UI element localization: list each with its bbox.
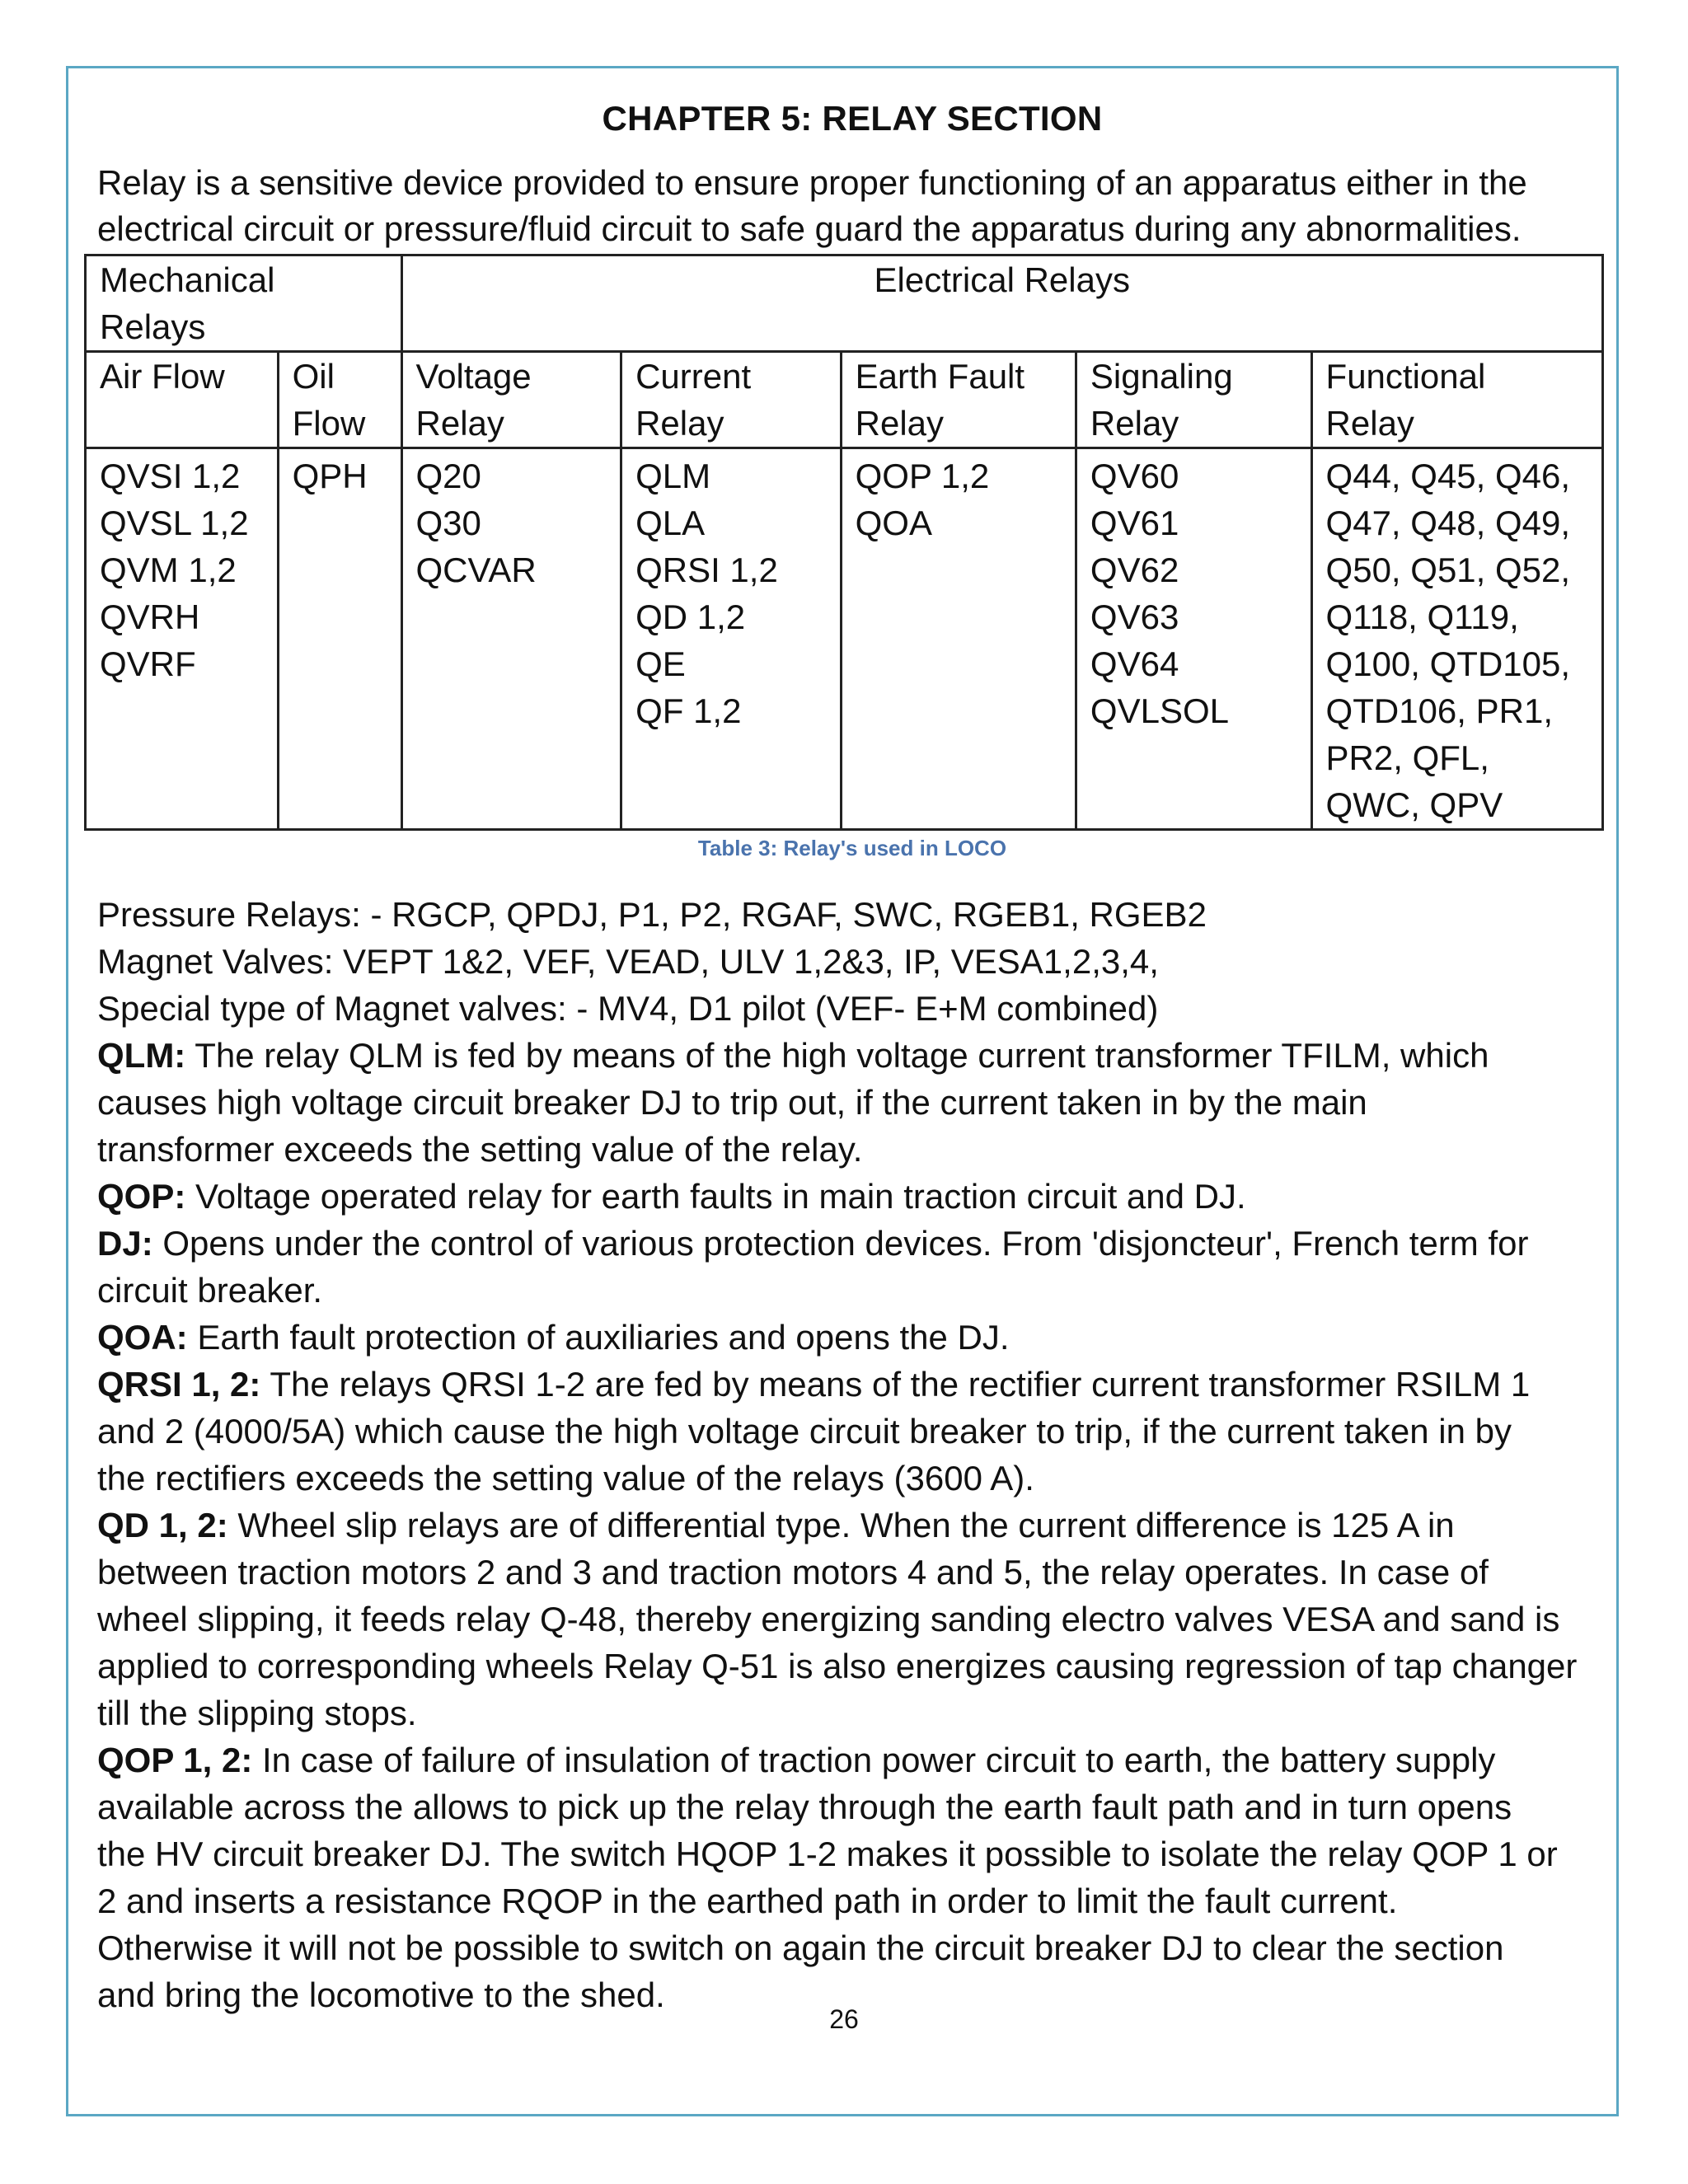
relay-item: Q50, Q51, Q52, — [1325, 551, 1571, 589]
column-header-earth-fault-relay — [841, 352, 1076, 448]
relay-item: QCVAR — [415, 551, 537, 589]
para-line: Earth fault protection of auxiliaries and opens the DJ. — [187, 1318, 1010, 1357]
body-text — [97, 891, 1607, 2018]
header-line: Relay — [635, 404, 724, 443]
para-line: till the slipping stops. — [97, 1694, 417, 1732]
column-header-row — [86, 352, 1603, 448]
para-line: In case of failure of insulation of traction power circuit to earth, the battery supply — [252, 1741, 1496, 1779]
para-line: Voltage operated relay for earth faults in main traction circuit and DJ. — [185, 1177, 1246, 1216]
relay-item: QTD106, PR1, — [1325, 691, 1553, 730]
relay-item: QLM — [635, 457, 711, 495]
para-line: Opens under the control of various protection devices. From 'disjoncteur', French term for — [152, 1224, 1529, 1263]
header-line: Current — [635, 357, 752, 396]
para-line: causes high voltage circuit breaker DJ to trip out, if the current taken in by the main — [97, 1083, 1367, 1122]
term-label: DJ: — [97, 1224, 153, 1263]
para-line: applied to corresponding wheels Relay Q-51 is also energizes causing regression of tap changer — [97, 1647, 1578, 1685]
qlm-paragraph — [97, 1032, 1607, 1173]
header-line: Relay — [855, 404, 945, 443]
relay-item: QVLSOL — [1090, 691, 1230, 730]
dj-paragraph — [97, 1220, 1607, 1314]
term-label: QOP 1, 2: — [97, 1741, 253, 1779]
header-line: Relay — [1090, 404, 1179, 443]
relay-item: QV64 — [1090, 644, 1179, 683]
relay-item: QVRF — [100, 644, 196, 683]
relay-item: QF 1,2 — [635, 691, 742, 730]
oil-flow-items — [278, 448, 401, 830]
page-content — [97, 99, 1607, 2018]
qop-1-2-paragraph — [97, 1736, 1607, 2018]
para-line: Otherwise it will not be possible to switch on again the circuit breaker DJ to clear the section — [97, 1929, 1504, 1967]
header-line: Air Flow — [100, 357, 225, 396]
special-magnet-valves-line — [97, 985, 1607, 1032]
voltage-relay-items — [401, 448, 621, 830]
para-line: and bring the locomotive to the shed. — [97, 1975, 665, 2014]
group-header-row — [86, 255, 1603, 352]
qd-paragraph — [97, 1502, 1607, 1736]
intro-line: electrical circuit or pressure/fluid circuit to safe guard the apparatus during any abnormalities. — [97, 209, 1522, 248]
relay-item: PR2, QFL, — [1325, 738, 1489, 777]
relay-item: QE — [635, 644, 686, 683]
relay-item: Q100, QTD105, — [1325, 644, 1571, 683]
relay-item: Q44, Q45, Q46, — [1325, 457, 1571, 495]
header-line: Functional — [1325, 357, 1486, 396]
relay-item: QRSI 1,2 — [635, 551, 778, 589]
relay-item: QV60 — [1090, 457, 1179, 495]
relay-item: QWC, QPV — [1325, 785, 1503, 824]
page-number: 26 — [829, 2004, 859, 2034]
para-line: circuit breaker. — [97, 1271, 323, 1310]
group-header-mechanical: Mechanical Relays — [86, 255, 402, 352]
para-line: between traction motors 2 and 3 and traction motors 4 and 5, the relay operates. In case of — [97, 1553, 1489, 1591]
column-header-signaling-relay — [1076, 352, 1311, 448]
relay-item: QVM 1,2 — [100, 551, 237, 589]
term-label: QRSI 1, 2: — [97, 1365, 261, 1404]
para-line: the HV circuit breaker DJ. The switch HQOP 1-2 makes it possible to isolate the relay QOP 1 or — [97, 1835, 1558, 1873]
table-caption: Table 3: Relay's used in LOCO — [697, 836, 1007, 860]
relay-item: QV63 — [1090, 598, 1179, 636]
relays-table — [84, 254, 1604, 831]
para-line: available across the allows to pick up the relay through the earth fault path and in turn opens — [97, 1788, 1512, 1826]
relay-item: QOA — [855, 504, 932, 542]
para-line: transformer exceeds the setting value of the relay. — [97, 1130, 863, 1169]
header-line: Relay — [415, 404, 504, 443]
relay-item: QPH — [292, 457, 368, 495]
relay-item: Q47, Q48, Q49, — [1325, 504, 1571, 542]
relay-items-row — [86, 448, 1603, 830]
para-line: The relays QRSI 1-2 are fed by means of the rectifier current transformer RSILM 1 — [260, 1365, 1531, 1404]
column-header-air-flow — [86, 352, 279, 448]
header-line: Oil — [292, 357, 335, 396]
para-line: Special type of Magnet valves: - MV4, D1 pilot (VEF- E+M combined) — [97, 989, 1159, 1028]
relay-item: Q20 — [415, 457, 481, 495]
relay-item: QVSI 1,2 — [100, 457, 241, 495]
para-line: Wheel slip relays are of differential type. When the current difference is 125 A in — [227, 1506, 1455, 1544]
intro-paragraph — [97, 160, 1607, 252]
column-header-functional-relay — [1311, 352, 1602, 448]
group-header-electrical: Electrical Relays — [401, 255, 1603, 352]
header-line: Signaling — [1090, 357, 1233, 396]
relay-item: QVSL 1,2 — [100, 504, 249, 542]
para-line: wheel slipping, it feeds relay Q-48, thereby energizing sanding electro valves VESA and sand is — [97, 1600, 1560, 1638]
para-line: Magnet Valves: VEPT 1&2, VEF, VEAD, ULV 1,2&3, IP, VESA1,2,3,4, — [97, 942, 1159, 981]
relay-item: QLA — [635, 504, 706, 542]
pressure-relays-line — [97, 891, 1607, 938]
column-header-oil-flow — [278, 352, 401, 448]
relay-item: QVRH — [100, 598, 200, 636]
para-line: Pressure Relays: - RGCP, QPDJ, P1, P2, RGAF, SWC, RGEB1, RGEB2 — [97, 895, 1207, 934]
column-header-current-relay — [621, 352, 842, 448]
functional-relay-items — [1311, 448, 1602, 830]
column-header-voltage-relay — [401, 352, 621, 448]
header-line: Flow — [292, 404, 366, 443]
term-label: QOP: — [97, 1177, 186, 1216]
relay-item: QV61 — [1090, 504, 1179, 542]
term-label: QLM: — [97, 1036, 186, 1075]
magnet-valves-line — [97, 938, 1607, 985]
earth-fault-relay-items — [841, 448, 1076, 830]
relay-item: QOP 1,2 — [855, 457, 990, 495]
signaling-relay-items — [1076, 448, 1311, 830]
para-line: 2 and inserts a resistance RQOP in the earthed path in order to limit the fault current. — [97, 1882, 1398, 1920]
term-label: QD 1, 2: — [97, 1506, 228, 1544]
qop-paragraph — [97, 1173, 1607, 1220]
header-line: Voltage — [415, 357, 532, 396]
air-flow-items — [86, 448, 279, 830]
para-line: and 2 (4000/5A) which cause the high voltage circuit breaker to trip, if the current taken in by — [97, 1412, 1512, 1451]
relay-item: Q30 — [415, 504, 481, 542]
para-line: The relay QLM is fed by means of the high voltage current transformer TFILM, which — [185, 1036, 1489, 1075]
qrsi-paragraph — [97, 1361, 1607, 1502]
relay-item: QD 1,2 — [635, 598, 746, 636]
chapter-title: CHAPTER 5: RELAY SECTION — [602, 99, 1103, 138]
header-line: Earth Fault — [855, 357, 1025, 396]
intro-line: Relay is a sensitive device provided to ensure proper functioning of an apparatus either in the — [97, 163, 1527, 202]
para-line: the rectifiers exceeds the setting value of the relays (3600 A). — [97, 1459, 1034, 1497]
header-line: Relay — [1325, 404, 1414, 443]
current-relay-items — [621, 448, 842, 830]
qoa-paragraph — [97, 1314, 1607, 1361]
term-label: QOA: — [97, 1318, 188, 1357]
relay-item: QV62 — [1090, 551, 1179, 589]
relay-item: Q118, Q119, — [1325, 598, 1519, 636]
